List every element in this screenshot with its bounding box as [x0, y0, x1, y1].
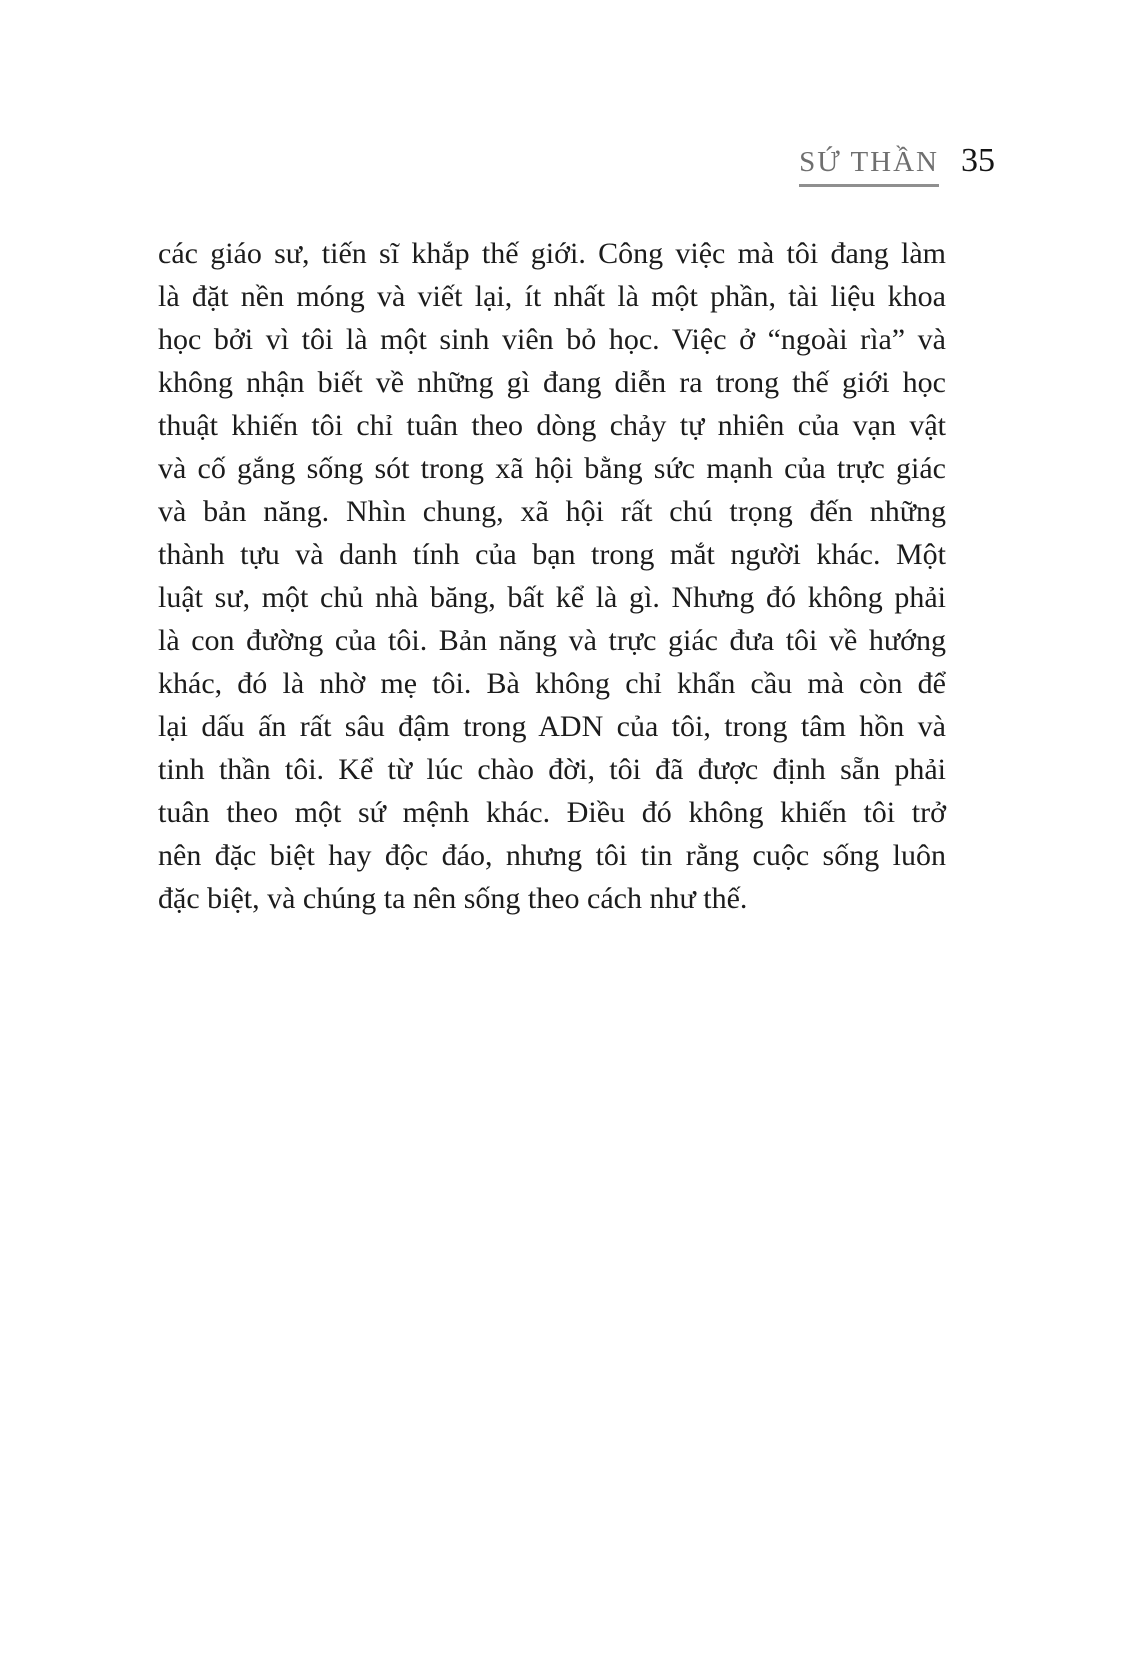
text-line: tuân theo một sứ mệnh khác. Điều đó không khiến tôi trở	[158, 796, 946, 829]
text-line: học bởi vì tôi là một sinh viên bỏ học. Việc ở “ngoài rìa” và	[158, 323, 946, 356]
text-line: nên đặc biệt hay độc đáo, nhưng tôi tin rằng cuộc sống luôn	[158, 839, 946, 872]
text-line: đặc biệt, và chúng ta nên sống theo cách như thế.	[158, 882, 748, 915]
running-title: SỨ THẦN	[799, 148, 939, 187]
text-line: tinh thần tôi. Kể từ lúc chào đời, tôi đã được định sẵn phải	[158, 753, 946, 786]
text-line: các giáo sư, tiến sĩ khắp thế giới. Công việc mà tôi đang làm	[158, 237, 946, 270]
body-paragraph	[158, 232, 946, 920]
text-line: luật sư, một chủ nhà băng, bất kể là gì. Nhưng đó không phải	[158, 581, 946, 614]
text-line: lại dấu ấn rất sâu đậm trong ADN của tôi, trong tâm hồn và	[158, 710, 946, 743]
text-line: và cố gắng sống sót trong xã hội bằng sức mạnh của trực giác	[158, 452, 946, 485]
page-number: 35	[961, 142, 995, 179]
page-header	[799, 144, 995, 187]
text-line: khác, đó là nhờ mẹ tôi. Bà không chỉ khẩn cầu mà còn để	[158, 667, 946, 700]
text-line: là đặt nền móng và viết lại, ít nhất là một phần, tài liệu khoa	[158, 280, 946, 313]
text-line: là con đường của tôi. Bản năng và trực giác đưa tôi về hướng	[158, 624, 946, 657]
text-line: và bản năng. Nhìn chung, xã hội rất chú trọng đến những	[158, 495, 946, 528]
text-line: không nhận biết về những gì đang diễn ra trong thế giới học	[158, 366, 946, 399]
text-line: thành tựu và danh tính của bạn trong mắt người khác. Một	[158, 538, 946, 571]
text-line: thuật khiến tôi chỉ tuân theo dòng chảy tự nhiên của vạn vật	[158, 409, 946, 442]
